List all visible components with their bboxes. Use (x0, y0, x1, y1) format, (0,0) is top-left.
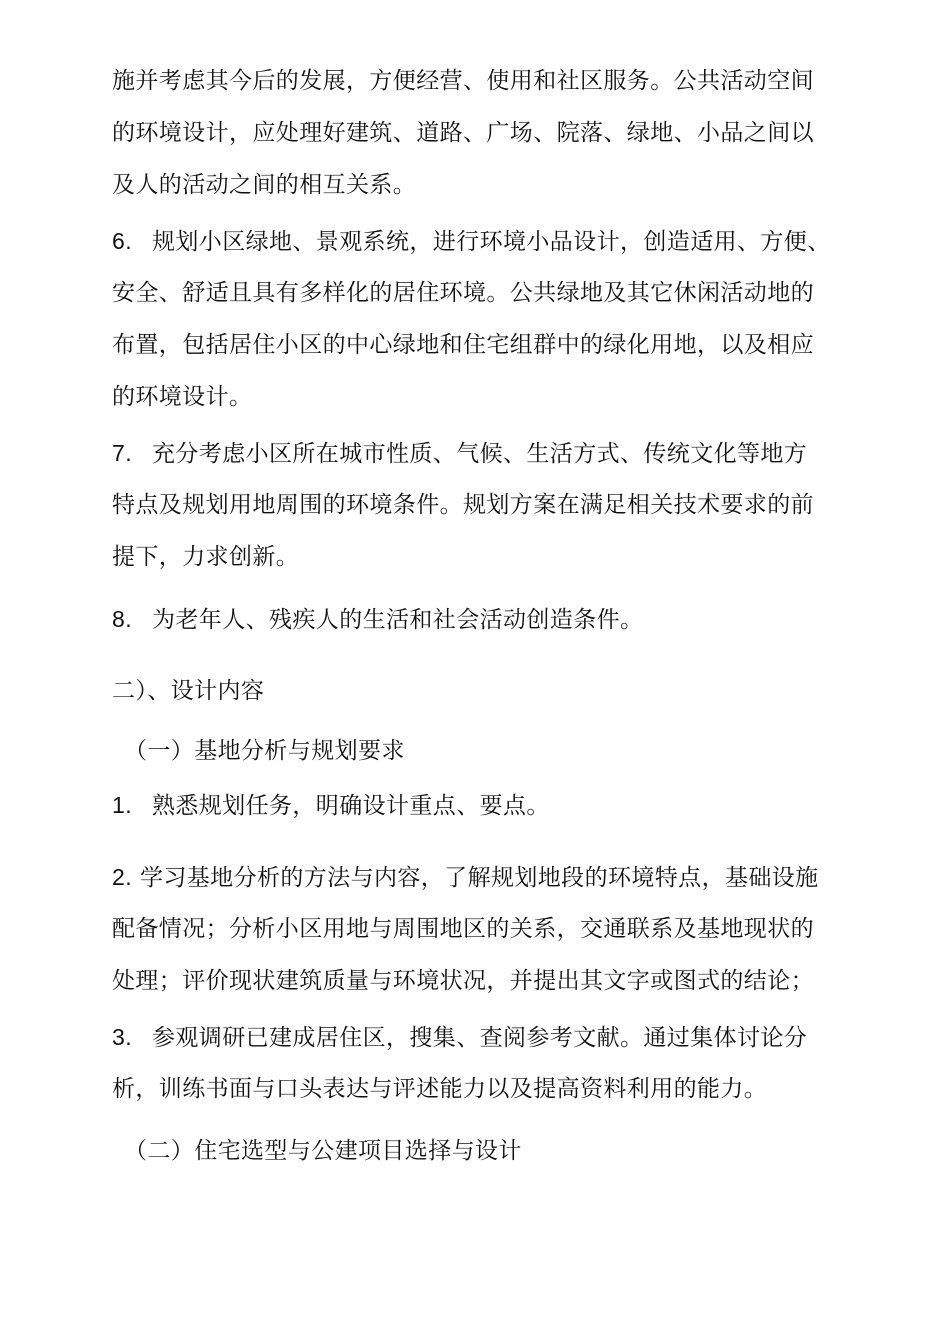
paragraph-line: 的环境设计。 (112, 384, 253, 410)
list-number: 6. (112, 228, 132, 254)
paragraph-line: 安全、舒适且具有多样化的居住环境。公共绿地及其它休闲活动地的 (112, 280, 814, 306)
list-text: 学习基地分析的方法与内容，了解规划地段的环境特点，基础设施 (139, 865, 819, 891)
list-item-2 (112, 862, 819, 893)
paragraph-line: 特点及规划用地周围的环境条件。规划方案在满足相关技术要求的前 (112, 492, 814, 518)
paragraph-line: 处理；评价现状建筑质量与环境状况，并提出其文字或图式的结论； (112, 968, 814, 994)
list-number: 3. (112, 1024, 132, 1050)
list-item-8 (112, 604, 643, 635)
list-number: 1. (112, 792, 132, 818)
list-item-1 (112, 790, 550, 821)
list-number: 8. (112, 606, 132, 632)
list-number: 7. (112, 440, 132, 466)
subsection-heading: （二）住宅选型与公建项目选择与设计 (124, 1138, 522, 1164)
paragraph-line: 施并考虑其今后的发展，方便经营、使用和社区服务。公共活动空间 (112, 68, 814, 94)
paragraph-line: 配备情况；分析小区用地与周围地区的关系，交通联系及基地现状的 (112, 916, 814, 942)
list-text: 充分考虑小区所在城市性质、气候、生活方式、传统文化等地方 (152, 441, 808, 467)
list-text: 参观调研已建成居住区，搜集、查阅参考文献。通过集体讨论分 (152, 1025, 808, 1051)
list-item-3 (112, 1022, 807, 1053)
paragraph-line: 的环境设计，应处理好建筑、道路、广场、院落、绿地、小品之间以 (112, 120, 814, 146)
subsection-heading: （一）基地分析与规划要求 (124, 738, 405, 764)
list-item-7 (112, 438, 807, 469)
paragraph-line: 布置，包括居住小区的中心绿地和住宅组群中的绿化用地，以及相应 (112, 332, 814, 358)
list-item-6 (112, 226, 831, 257)
list-text: 熟悉规划任务，明确设计重点、要点。 (152, 793, 550, 819)
list-number: 2. (112, 864, 132, 890)
paragraph-line: 及人的活动之间的相互关系。 (112, 172, 417, 198)
list-text: 规划小区绿地、景观系统，进行环境小品设计，创造适用、方便、 (152, 229, 831, 255)
section-heading: 二）、设计内容 (112, 678, 265, 704)
list-text: 为老年人、残疾人的生活和社会活动创造条件。 (152, 607, 644, 633)
paragraph-line: 提下，力求创新。 (112, 544, 300, 570)
paragraph-line: 析，训练书面与口头表达与评述能力以及提高资料利用的能力。 (112, 1076, 768, 1102)
